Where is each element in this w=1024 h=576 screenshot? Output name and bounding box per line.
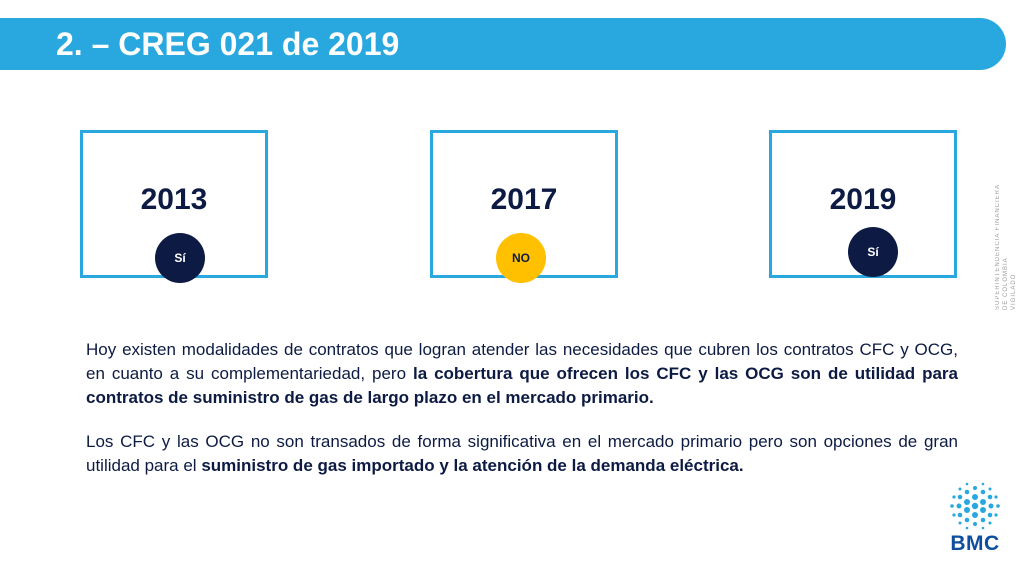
page-title: 2. – CREG 021 de 2019 [56, 26, 400, 62]
vigilado-line3: VIGILADO [1011, 273, 1017, 310]
status-badge-2019 [848, 227, 898, 277]
paragraph-2-text: Los CFC y las OCG no son transados de forma significativa en el mercado primario pero son opciones de gran utilidad para el [86, 432, 958, 475]
paragraph-1 [86, 338, 958, 410]
paragraph-1-text: Hoy existen modalidades de contratos que logran atender las necesidades que cubren los contratos CFC y OCG, en cuanto a su complementariedad, pero [86, 340, 958, 383]
body-text [86, 338, 958, 498]
vigilado-note [994, 180, 1017, 310]
paragraph-2-bold: suministro de gas importado y la atención de la demanda eléctrica. [201, 456, 744, 475]
paragraph-1-bold: la cobertura que ofrecen los CFC y las OCG son de utilidad para contratos de suministro de gas de largo plazo en el mercado primario. [86, 364, 958, 407]
title-bar [0, 18, 1006, 70]
vigilado-line1: SUPERINTENDENCIA FINANCIERA [995, 183, 1001, 310]
bmc-logo-text: BMC [950, 532, 1000, 555]
year-label: 2017 [490, 183, 558, 216]
status-badge-2013 [155, 233, 205, 283]
status-badge-label: NO [512, 251, 530, 265]
paragraph-2 [86, 430, 958, 478]
status-badge-label: Sí [867, 245, 879, 259]
status-badge-2017 [496, 233, 546, 283]
vigilado-line2: DE COLOMBIA [1003, 257, 1009, 310]
year-label: 2013 [140, 183, 208, 216]
status-badge-label: Sí [174, 251, 186, 265]
year-label: 2019 [829, 183, 897, 216]
bmc-dot-globe-icon [946, 480, 1004, 532]
bmc-logo [946, 480, 1004, 560]
